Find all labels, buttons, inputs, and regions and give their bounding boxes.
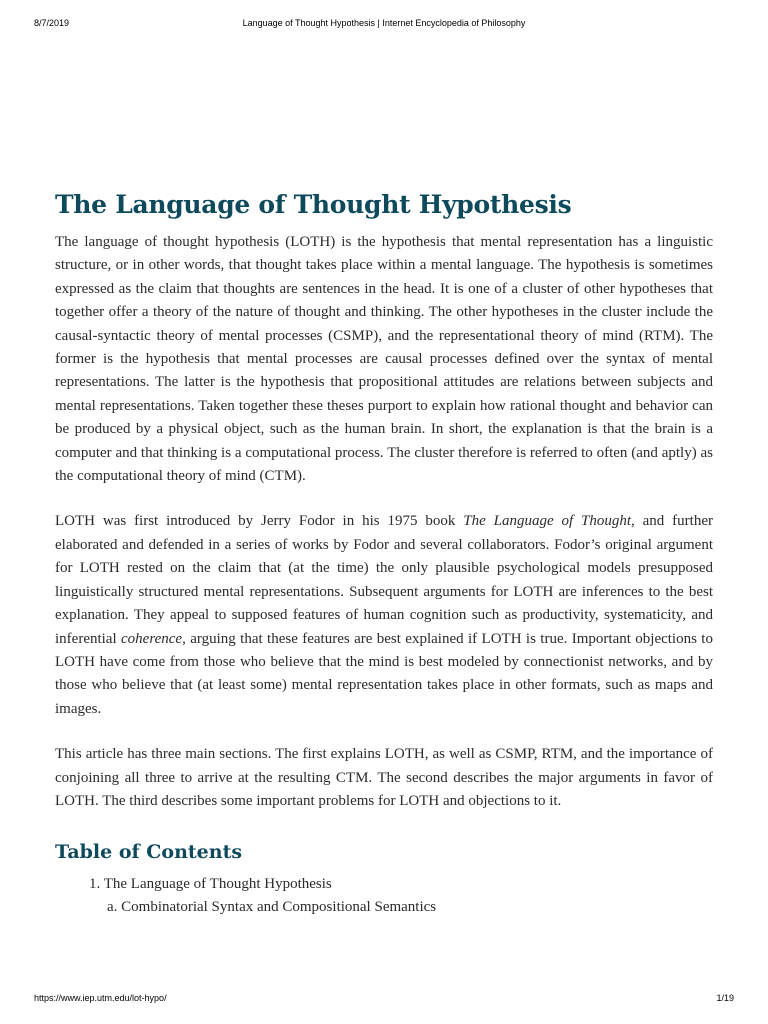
print-date: 8/7/2019 xyxy=(34,18,70,28)
table-of-contents xyxy=(55,873,713,919)
intro-paragraph-3: This article has three main sections. The first explains LOTH, as well as CSMP, RTM, and the importance of conjoining all three to arrive at the resulting CTM. The second describes the major arguments in favor of LOTH. The third describes some important problems for LOTH and objections to it. xyxy=(55,746,713,809)
toc-heading: Table of Contents xyxy=(55,841,243,864)
toc-item-1[interactable]: 1. The Language of Thought Hypothesis xyxy=(89,876,332,893)
book-title: The Language of Thought xyxy=(463,513,632,530)
print-header xyxy=(34,18,734,28)
coherence-term: coherence xyxy=(121,630,183,647)
intro-paragraph-2-part-b: , and further elaborated and defended in a series of works by Fodor and several collaborators. Fodor’s original argument for LOTH rested on the claim that (at the time) the only plausible psychological models presupposed linguistically structured mental representations. Subsequent arguments for LOTH are inferences to the best explanation. They appeal to supposed features of human cognition such as productivity, systematicity, and inferential xyxy=(55,513,713,647)
print-url: https://www.iep.utm.edu/lot-hypo/ xyxy=(34,993,167,1003)
intro-paragraph-1: The language of thought hypothesis (LOTH) is the hypothesis that mental representation has a linguistic structure, or in other words, that thought takes place within a mental language. The hypothesis is sometimes expressed as the claim that thoughts are sentences in the head. It is one of a cluster of other hypotheses that together offer a theory of the nature of thought and thinking. The other hypotheses in the cluster include the causal-syntactic theory of mental processes (CSMP), and the representational theory of mind (RTM). The former is the hypothesis that mental processes are causal processes defined over the syntax of mental representations. The latter is the hypothesis that propositional attitudes are relations between subjects and mental representations. Taken together these theses purport to explain how rational thought and behavior can be produced by a physical object, such as the human brain. In short, the explanation is that the brain is a computer and that thinking is a computational process. The cluster therefore is referred to often (and aptly) as the computational theory of mind (CTM). xyxy=(55,234,713,485)
intro-paragraph-2-part-a: LOTH was first introduced by Jerry Fodor in his 1975 book xyxy=(55,513,464,530)
print-page-number: 1/19 xyxy=(716,993,734,1003)
article-title: The Language of Thought Hypothesis xyxy=(55,190,572,219)
toc-item-1a[interactable]: a. Combinatorial Syntax and Compositional Semantics xyxy=(107,899,437,916)
print-page-title: Language of Thought Hypothesis | Internet Encyclopedia of Philosophy xyxy=(242,18,526,28)
intro-paragraph-2-part-c: , arguing that these features are best explained if LOTH is true. Important objections to LOTH have come from those who believe that the mind is best modeled by connectionist networks, and by those who believe that (at least some) mental representation takes place in other formats, such as maps and images. xyxy=(55,630,713,717)
print-footer xyxy=(34,993,734,1003)
article-content xyxy=(55,190,713,919)
intro-paragraph-2 xyxy=(55,510,713,721)
